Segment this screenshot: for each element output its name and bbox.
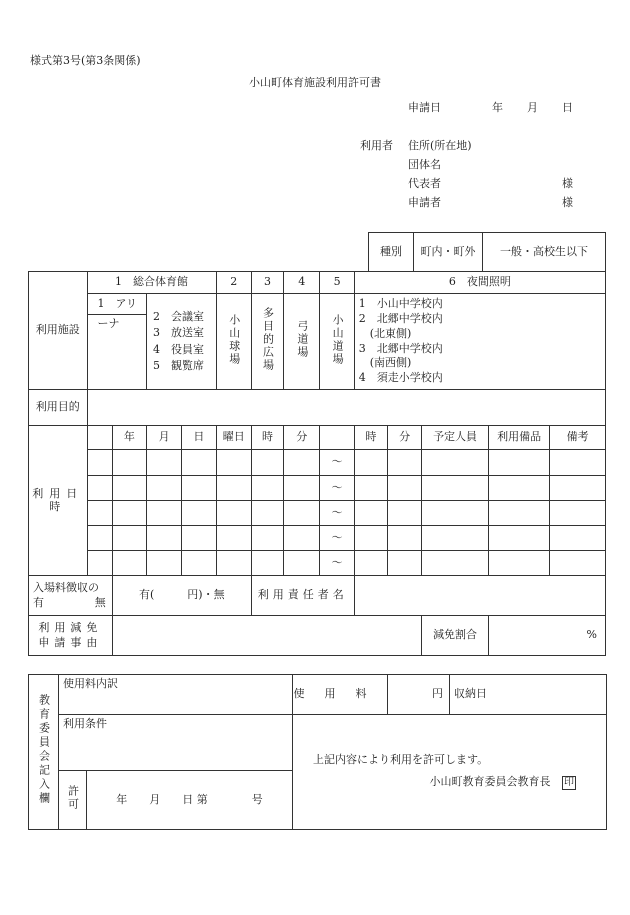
residence-option: 町内・町外 (414, 233, 483, 272)
facility-2-header: 2 (216, 272, 251, 294)
night-light-item: 4 須走小学校内 (358, 371, 443, 385)
address-label: 住所(所在地) (408, 139, 472, 152)
dt-hour-input[interactable] (251, 526, 283, 551)
dt-attendees-input[interactable] (422, 501, 489, 526)
dt-weekday-input[interactable] (216, 526, 251, 551)
dojo-cell (320, 294, 354, 390)
dt-end-hour-input[interactable] (354, 476, 387, 501)
dt-end-hour-input[interactable] (354, 551, 387, 576)
year-label: 年 (492, 101, 503, 114)
dt-header-attendees: 予定人員 (422, 426, 489, 450)
dt-year-input[interactable] (112, 476, 146, 501)
dt-day-input[interactable] (182, 476, 216, 501)
facility-4-header: 4 (284, 272, 320, 294)
dt-end-minute-input[interactable] (388, 476, 422, 501)
dojo-label: 小山道場 (331, 313, 345, 366)
board-label-cell (29, 675, 59, 830)
night-light-item: 1 小山中学校内 (358, 296, 443, 310)
conditions-label: 利用条件 (63, 717, 107, 730)
room-item: 2 会議室 (152, 310, 204, 324)
dt-remarks-input[interactable] (550, 551, 606, 576)
dt-remarks-input[interactable] (550, 450, 606, 476)
dt-end-minute-input[interactable] (388, 450, 422, 476)
datetime-row (29, 551, 606, 576)
dt-header-end-hour: 時 (354, 426, 387, 450)
dt-month-input[interactable] (146, 551, 181, 576)
representative-honorific: 様 (562, 177, 573, 190)
dt-tilde: ～ (320, 526, 354, 551)
dt-end-minute-input[interactable] (388, 551, 422, 576)
receipt-date-cell[interactable] (450, 675, 607, 715)
dt-year-input[interactable] (112, 501, 146, 526)
board-label: 教育委員会記入欄 (37, 694, 51, 807)
applicant-label: 申請者 (408, 196, 441, 209)
datetime-row (29, 526, 606, 551)
gym-rooms-cell (146, 294, 216, 390)
night-light-item: (南西側) (358, 356, 412, 370)
fee-breakdown-label: 使用料内訳 (63, 677, 118, 690)
reduction-label-line1: 利用減免 (38, 620, 103, 634)
dt-tilde: ～ (320, 501, 354, 526)
dt-minute-input[interactable] (284, 476, 320, 501)
baseball-field-cell (216, 294, 251, 390)
percent-sign: % (586, 628, 597, 642)
room-item: 5 観覧席 (152, 358, 204, 372)
dt-end-minute-input[interactable] (388, 501, 422, 526)
reduction-reason-field[interactable] (112, 616, 422, 656)
age-option: 一般・高校生以下 (483, 233, 606, 272)
dt-cell (87, 526, 112, 551)
facility-3-header: 3 (251, 272, 283, 294)
dt-header-month: 月 (146, 426, 181, 450)
dt-cell (87, 551, 112, 576)
fee-amount-cell[interactable] (388, 675, 450, 715)
dt-hour-input[interactable] (251, 551, 283, 576)
dt-equipment-input[interactable] (488, 501, 550, 526)
issuer-line (313, 776, 606, 790)
reduction-rate-field[interactable] (488, 616, 605, 656)
dt-minute-input[interactable] (284, 450, 320, 476)
main-form-table (28, 271, 606, 656)
dt-minute-input[interactable] (284, 526, 320, 551)
room-item: 3 放送室 (152, 326, 204, 340)
category-label: 種別 (369, 233, 414, 272)
receipt-date-label: 収納日 (454, 687, 487, 701)
multipurpose-field-cell (251, 294, 283, 390)
dt-cell (87, 501, 112, 526)
facility-5-header: 5 (320, 272, 354, 294)
permit-label: 許可 (66, 785, 80, 812)
fee-collection-no: 無 (94, 596, 106, 609)
dt-tilde: ～ (320, 551, 354, 576)
dt-remarks-input[interactable] (550, 501, 606, 526)
form-number: 様式第3号(第3条関係) (30, 54, 141, 67)
fee-collection-yes: 有 (33, 596, 44, 609)
category-table (368, 232, 606, 272)
dt-tilde: ～ (320, 476, 354, 501)
dt-end-hour-input[interactable] (354, 526, 387, 551)
dt-weekday-input[interactable] (216, 450, 251, 476)
fee-collection-label: 入場料徴収の (33, 580, 99, 594)
dt-header-remarks: 備考 (550, 426, 606, 450)
dt-remarks-input[interactable] (550, 526, 606, 551)
fee-breakdown-cell[interactable] (59, 675, 293, 715)
dt-minute-input[interactable] (284, 501, 320, 526)
dt-tilde: ～ (320, 450, 354, 476)
permit-statement: 上記内容により利用を許可します。 (313, 752, 489, 766)
night-light-item: (北東側) (358, 326, 412, 340)
dt-weekday-input[interactable] (216, 476, 251, 501)
dt-end-minute-input[interactable] (388, 526, 422, 551)
seal-stamp-icon: 印 (564, 777, 574, 789)
yen-label: 円 (432, 687, 443, 701)
representative-label: 代表者 (408, 177, 441, 190)
purpose-field[interactable] (87, 390, 606, 426)
dt-year-input[interactable] (112, 450, 146, 476)
permit-statement-cell (293, 715, 607, 830)
dt-header-hour: 時 (251, 426, 283, 450)
dt-cell (87, 450, 112, 476)
dt-header-end-minute: 分 (388, 426, 422, 450)
dt-header-year: 年 (112, 426, 146, 450)
dt-end-hour-input[interactable] (354, 450, 387, 476)
dt-month-input[interactable] (146, 450, 181, 476)
conditions-cell[interactable] (59, 715, 293, 771)
archery-range-label: 弓道場 (295, 320, 309, 360)
fee-collection-value[interactable]: 有( 円)・無 (112, 576, 251, 616)
purpose-label: 利用目的 (29, 390, 88, 426)
applicant-honorific: 様 (562, 196, 573, 209)
datetime-label: 利用日時 (29, 426, 88, 576)
dt-equipment-input[interactable] (488, 526, 550, 551)
baseball-field-label: 小山球場 (227, 313, 241, 366)
dt-year-input[interactable] (112, 551, 146, 576)
user-label: 利用者 (360, 139, 393, 152)
board-section-table (28, 674, 607, 830)
responsible-person-label: 利用責任者名 (251, 576, 354, 616)
room-item: 4 役員室 (152, 342, 204, 356)
dt-month-input[interactable] (146, 476, 181, 501)
datetime-spacer (87, 426, 112, 450)
dt-header-separator (320, 426, 354, 450)
datetime-row (29, 476, 606, 501)
dt-month-input[interactable] (146, 526, 181, 551)
day-label: 日 (562, 101, 573, 114)
dt-day-input[interactable] (182, 450, 216, 476)
night-lights-header: 6 夜間照明 (354, 272, 605, 294)
datetime-row (29, 450, 606, 476)
dt-day-input[interactable] (182, 526, 216, 551)
datetime-row (29, 501, 606, 526)
reduction-rate-label: 減免割合 (422, 616, 489, 656)
arena-cell (87, 294, 146, 390)
dt-month-input[interactable] (146, 501, 181, 526)
dt-hour-input[interactable] (251, 501, 283, 526)
application-date-label: 申請日 (408, 101, 441, 114)
fee-label: 使用料 (293, 675, 388, 715)
dt-attendees-input[interactable] (422, 450, 489, 476)
fee-collection-label-cell (29, 576, 113, 616)
form-title: 小山町体育施設利用許可書 (249, 76, 381, 89)
night-light-item: 3 北郷中学校内 (358, 341, 443, 355)
dt-year-input[interactable] (112, 526, 146, 551)
night-light-item: 2 北郷中学校内 (358, 311, 443, 325)
reduction-label-line2: 申請事由 (38, 636, 103, 649)
responsible-person-field[interactable] (354, 576, 605, 616)
dt-attendees-input[interactable] (422, 526, 489, 551)
dt-end-hour-input[interactable] (354, 501, 387, 526)
night-lights-cell (354, 294, 605, 390)
dt-weekday-input[interactable] (216, 551, 251, 576)
dt-attendees-input[interactable] (422, 551, 489, 576)
dt-header-minute: 分 (284, 426, 320, 450)
dt-weekday-input[interactable] (216, 501, 251, 526)
month-label: 月 (527, 101, 538, 114)
dt-minute-input[interactable] (284, 551, 320, 576)
dt-remarks-input[interactable] (550, 476, 606, 501)
dt-hour-input[interactable] (251, 476, 283, 501)
dt-day-input[interactable] (182, 551, 216, 576)
issuer-name: 小山町教育委員会教育長 (429, 775, 551, 789)
reduction-label-cell (29, 616, 113, 656)
dt-equipment-input[interactable] (488, 476, 550, 501)
gymnasium-header: 1 総合体育館 (87, 272, 216, 294)
dt-day-input[interactable] (182, 501, 216, 526)
dt-attendees-input[interactable] (422, 476, 489, 501)
permit-date-number[interactable]: 年 月 日 第 号 (87, 771, 293, 830)
dt-equipment-input[interactable] (488, 450, 550, 476)
dt-header-equipment: 利用備品 (488, 426, 550, 450)
group-name-label: 団体名 (408, 158, 441, 171)
dt-equipment-input[interactable] (488, 551, 550, 576)
dt-header-weekday: 曜日 (216, 426, 251, 450)
dt-hour-input[interactable] (251, 450, 283, 476)
permit-label-cell (59, 771, 87, 830)
multipurpose-field-label: 多目的広場 (261, 307, 275, 373)
dt-header-day: 日 (182, 426, 216, 450)
arena-label: 1 アリーナ (88, 294, 146, 315)
facilities-label: 利用施設 (29, 272, 88, 390)
dt-cell (87, 476, 112, 501)
archery-range-cell (284, 294, 320, 390)
